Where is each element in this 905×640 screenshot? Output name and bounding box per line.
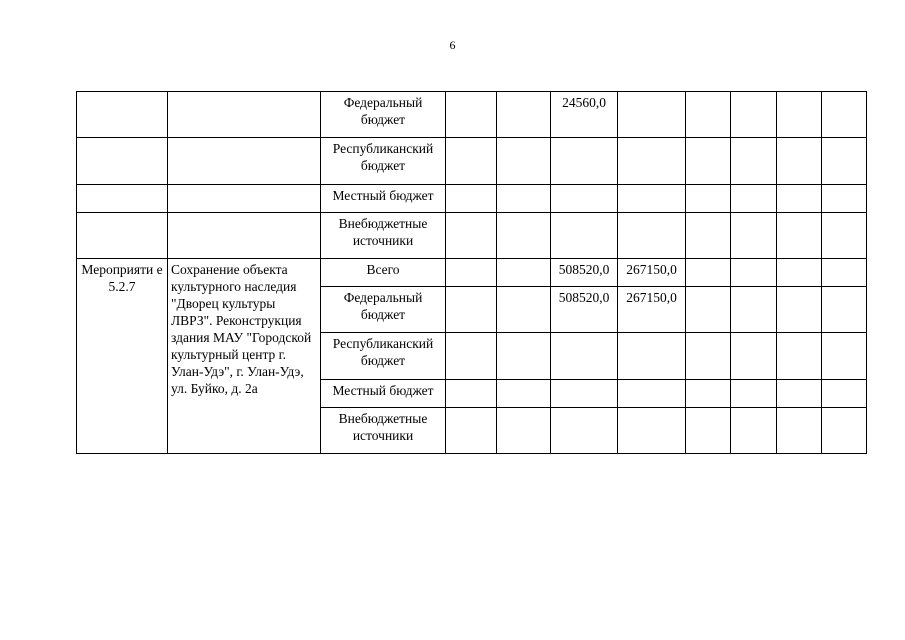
- measure-name-cell: [168, 185, 321, 213]
- value-cell: 508520,0: [551, 287, 618, 333]
- measure-name-cell: [168, 213, 321, 259]
- value-cell: [446, 138, 497, 185]
- funding-source-cell: Внебюджетные источники: [321, 408, 446, 454]
- value-cell: [497, 287, 551, 333]
- value-cell: [618, 213, 686, 259]
- value-cell: [497, 408, 551, 454]
- value-cell: [686, 333, 731, 380]
- funding-source-cell: Федеральный бюджет: [321, 287, 446, 333]
- value-cell: [618, 138, 686, 185]
- value-cell: [686, 138, 731, 185]
- value-cell: [777, 138, 822, 185]
- value-cell: [497, 213, 551, 259]
- value-cell: [497, 380, 551, 408]
- value-cell: 267150,0: [618, 287, 686, 333]
- value-cell: [777, 185, 822, 213]
- table-row: [77, 213, 867, 259]
- value-cell: [731, 185, 777, 213]
- value-cell: [446, 259, 497, 287]
- value-cell: [497, 92, 551, 138]
- value-cell: [822, 333, 867, 380]
- value-cell: 508520,0: [551, 259, 618, 287]
- measure-name: Сохранение объекта культурного наследия "Дворец культуры ЛВРЗ". Реконструкция здания МАУ "Городской культурный центр г. Улан-Удэ", г. Улан-Удэ, ул. Буйко, д. 2а: [168, 259, 321, 454]
- table-row: [77, 259, 867, 287]
- value-cell: [497, 185, 551, 213]
- value-cell: [551, 408, 618, 454]
- value-cell: [446, 213, 497, 259]
- value-cell: [686, 213, 731, 259]
- value-cell: [446, 92, 497, 138]
- value-cell: [686, 287, 731, 333]
- value-cell: [618, 333, 686, 380]
- value-cell: [731, 92, 777, 138]
- value-cell: [551, 380, 618, 408]
- value-cell: [731, 380, 777, 408]
- table-row: [77, 138, 867, 185]
- value-cell: [618, 185, 686, 213]
- value-cell: [822, 213, 867, 259]
- measure-code-cell: [77, 185, 168, 213]
- value-cell: [446, 333, 497, 380]
- value-cell: [731, 287, 777, 333]
- value-cell: [731, 259, 777, 287]
- value-cell: [822, 287, 867, 333]
- value-cell: [777, 380, 822, 408]
- value-cell: [822, 138, 867, 185]
- value-cell: [497, 333, 551, 380]
- value-cell: 267150,0: [618, 259, 686, 287]
- value-cell: [777, 287, 822, 333]
- value-cell: [618, 408, 686, 454]
- funding-source-cell: Республиканский бюджет: [321, 138, 446, 185]
- value-cell: [686, 185, 731, 213]
- funding-source-cell: Федеральный бюджет: [321, 92, 446, 138]
- value-cell: [731, 213, 777, 259]
- value-cell: [822, 259, 867, 287]
- measure-code-cell: [77, 92, 168, 138]
- measure-code-cell: [77, 138, 168, 185]
- table-row: [77, 92, 867, 138]
- page-number: 6: [449, 38, 456, 52]
- value-cell: [822, 408, 867, 454]
- value-cell: [446, 185, 497, 213]
- value-cell: [686, 259, 731, 287]
- measure-name-cell: [168, 92, 321, 138]
- value-cell: [822, 185, 867, 213]
- table-row: [77, 185, 867, 213]
- value-cell: [777, 92, 822, 138]
- value-cell: [822, 92, 867, 138]
- value-cell: [497, 259, 551, 287]
- value-cell: [777, 408, 822, 454]
- value-cell: [551, 138, 618, 185]
- value-cell: [777, 259, 822, 287]
- budget-table: [76, 91, 867, 454]
- funding-source-cell: Республиканский бюджет: [321, 333, 446, 380]
- value-cell: [731, 408, 777, 454]
- value-cell: [551, 213, 618, 259]
- funding-source-cell: Местный бюджет: [321, 185, 446, 213]
- value-cell: [551, 185, 618, 213]
- value-cell: [551, 333, 618, 380]
- value-cell: [618, 92, 686, 138]
- measure-code: Мероприяти е 5.2.7: [77, 259, 168, 454]
- value-cell: [686, 408, 731, 454]
- measure-code-cell: [77, 213, 168, 259]
- value-cell: [446, 408, 497, 454]
- funding-source-cell: Внебюджетные источники: [321, 213, 446, 259]
- value-cell: [618, 380, 686, 408]
- measure-name-cell: [168, 138, 321, 185]
- value-cell: [497, 138, 551, 185]
- value-cell: [686, 380, 731, 408]
- value-cell: [446, 287, 497, 333]
- value-cell: 24560,0: [551, 92, 618, 138]
- funding-source-cell: Всего: [321, 259, 446, 287]
- value-cell: [686, 92, 731, 138]
- value-cell: [777, 213, 822, 259]
- value-cell: [777, 333, 822, 380]
- value-cell: [731, 138, 777, 185]
- value-cell: [446, 380, 497, 408]
- funding-source-cell: Местный бюджет: [321, 380, 446, 408]
- value-cell: [731, 333, 777, 380]
- value-cell: [822, 380, 867, 408]
